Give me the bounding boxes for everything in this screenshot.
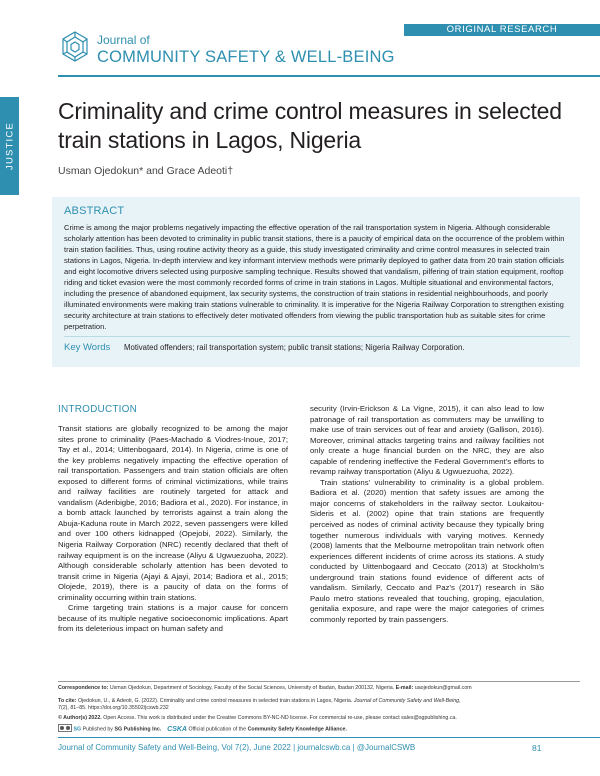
abstract-text: Crime is among the major problems negatively impacting the effective operation of the rail transportation system in Nigeria. Although considerable scholarly attention has been devoted to criminality in public transit stations, there is a paucity of empirical data on the occurrence of the problem within train station facilities. Thus, using routine activity theory as a guide, this study investigated criminality and crime control measures in selected train stations in Lagos, Nigeria. In-depth interview and key informant interview methods were primarily deployed to gather data from 20 train station officials and eight locomotive drivers selected using purposive sampling technique. Results showed that vandalism, pilfering of train station equipment, rooftop riding and ticket evasion were the most commonly recorded forms of crime in train stations in Lagos. Multiple situational and environmental factors, including the presence of abandoned equipment, lax security systems, the construction of train stations in residential neighbourhoods, and poorly illuminated environments were making train stations vulnerable to criminality. It is imperative for the Nigeria Railway Corporation to strengthen existing security architecture at train stations to effectively deter motivated offenders from viewing the public transportation hub as suitable sites for crime perpetration. xyxy=(64,223,565,331)
correspondence-label: Correspondence to: xyxy=(58,685,109,691)
citation-doi[interactable]: 7(2), 81–85. https://doi.org/10.35502/jcswb.232 xyxy=(58,705,169,711)
keywords-text: Motivated offenders; rail transportation system; public transit stations; Nigeria Railway Corporation. xyxy=(124,343,465,352)
section-side-tab xyxy=(0,97,19,195)
publisher-row xyxy=(58,724,347,734)
footer-divider xyxy=(58,737,600,738)
page-number: 81 xyxy=(532,743,542,753)
license-label: © Author(s) 2022. xyxy=(58,715,102,721)
body-paragraph: Transit stations are globally recognized to be among the major sites prone to criminality (Paes-Machado & Viodres-Inoue, 2017; Tay et al., 2014; Uittenbogaard, 2014). In Nigeria, crime is one of the key problems negatively impacting the effective operation of rail transportation. Passengers and train station officials are often exposed to different forms of criminal victimizations, while trains and railway facilities are routinely targeted for attack and vandalism (Aderibigbe, 2016; Badiora et al., 2020). For instance, in a bomb attack launched by terrorists against a train along the Abuja-Kaduna route in March 2022, seven passengers were killed and over 100 others kidnapped (Opejobi, 2022). Similarly, the Nigeria Railway Corporation (NRC) recently declared that theft of railway equipment is on the increase (Aliyu & Ugwuezuoha, 2022). Although considerable scholarly attention has been devoted to transit crime in Nigeria (Ajayi & Ajayi, 2014; Badiora et al., 2015; Olojede, 2019), there is a paucity of data on the forms of criminality occurring within train stations. xyxy=(58,424,288,602)
correspondence-text: Usman Ojedokun, Department of Sociology, Faculty of the Social Sciences, University of Ibadan, Ibadan 200132, Nigeria. xyxy=(109,685,395,691)
keywords-label: Key Words xyxy=(64,342,111,353)
author-list: Usman Ojedokun* and Grace Adeoti† xyxy=(58,165,234,177)
journal-of-label: Journal of xyxy=(97,33,150,47)
email-link[interactable]: uaojedokun@gmail.com xyxy=(414,685,472,691)
header-divider xyxy=(58,75,600,77)
journal-logo-icon xyxy=(58,30,92,64)
footnote-divider xyxy=(58,681,580,682)
correspondence-note xyxy=(58,684,472,692)
footer-journal-line: Journal of Community Safety and Well-Being, Vol 7(2), June 2022 | journalcswb.ca | @JournalCSWB xyxy=(58,743,416,752)
side-tab-label: JUSTICE xyxy=(4,122,15,170)
body-column-right xyxy=(310,404,544,625)
journal-name: COMMUNITY SAFETY & WELL-BEING xyxy=(97,48,395,66)
cska-logo: CSKA xyxy=(167,725,187,733)
body-paragraph: security (Irvin-Erickson & La Vigne, 2015), it can also lead to low patronage of rail transportation as commuters may be unwilling to make use of train services out of fear and anxiety (Gallison, 2016). Moreover, criminal attacks targeting trains and railway facilities not only create a huge financial burden on the NRC, they are also capable of rendering ineffective the Federal Government’s efforts to revamp railway transportation (Aliyu & Ugwuezuoha, 2022). xyxy=(310,404,544,477)
license-note xyxy=(58,714,457,722)
abstract-heading: ABSTRACT xyxy=(64,205,125,217)
introduction-heading: INTRODUCTION xyxy=(58,404,138,415)
cska-text: Official publication of the xyxy=(188,726,247,733)
publisher-name: SG Publishing Inc. xyxy=(114,726,162,733)
body-paragraph: Train stations’ vulnerability to criminality is a global problem. Badiora et al. (2020) mention that safety issues are among the major concerns of stakeholders in the railway sector. Loukaitou-Sideris et al. (2002) opine that train stations are frequently perceived as nodes of criminal activity because they typically bring together numerous individuals with varying motives. Kennedy (2008) laments that the Melbourne metropolitan train network often experiences different incidents of crime across its stations. A study conducted by Uittenbogaard and Ceccato (2013) at Stockholm’s underground train stations found evidence of different acts of vandalism. Similarly, Ceccato and Paz’s (2017) research in São Paulo metro stations revealed that touching, groping, ejaculation, genitalia exposure, and rape were the major categories of crimes commonly reported by train passengers. xyxy=(310,477,544,624)
open-access-icon xyxy=(58,724,72,734)
license-text: Open Access. This work is distributed under the Creative Commons BY-NC-ND license. For commercial re-use, please contact sales@sgpublishing.ca. xyxy=(103,715,457,721)
publisher-text: Published by xyxy=(82,726,113,733)
keywords-divider xyxy=(64,336,570,337)
publisher-logo: SG xyxy=(73,726,82,733)
citation-label: To cite: xyxy=(58,698,77,704)
email-label: E-mail: xyxy=(395,685,414,691)
body-paragraph: Crime targeting train stations is a major cause for concern because of its multiple negative socioeconomic implications. Apart from its deleterious impact on human safety and xyxy=(58,603,288,634)
body-column-left xyxy=(58,424,288,635)
cska-name: Community Safety Knowledge Alliance. xyxy=(247,726,347,733)
citation-journal: Journal of Community Safety and Well-Being, xyxy=(353,698,461,704)
article-title: Criminality and crime control measures in selected train stations in Lagos, Nigeria xyxy=(58,98,562,153)
citation-text: Ojedokun, U., & Adeoti, G. (2022). Criminality and crime control measures in selected train stations in Lagos, Nigeria. xyxy=(77,698,353,704)
section-tag: ORIGINAL RESEARCH xyxy=(404,24,600,36)
